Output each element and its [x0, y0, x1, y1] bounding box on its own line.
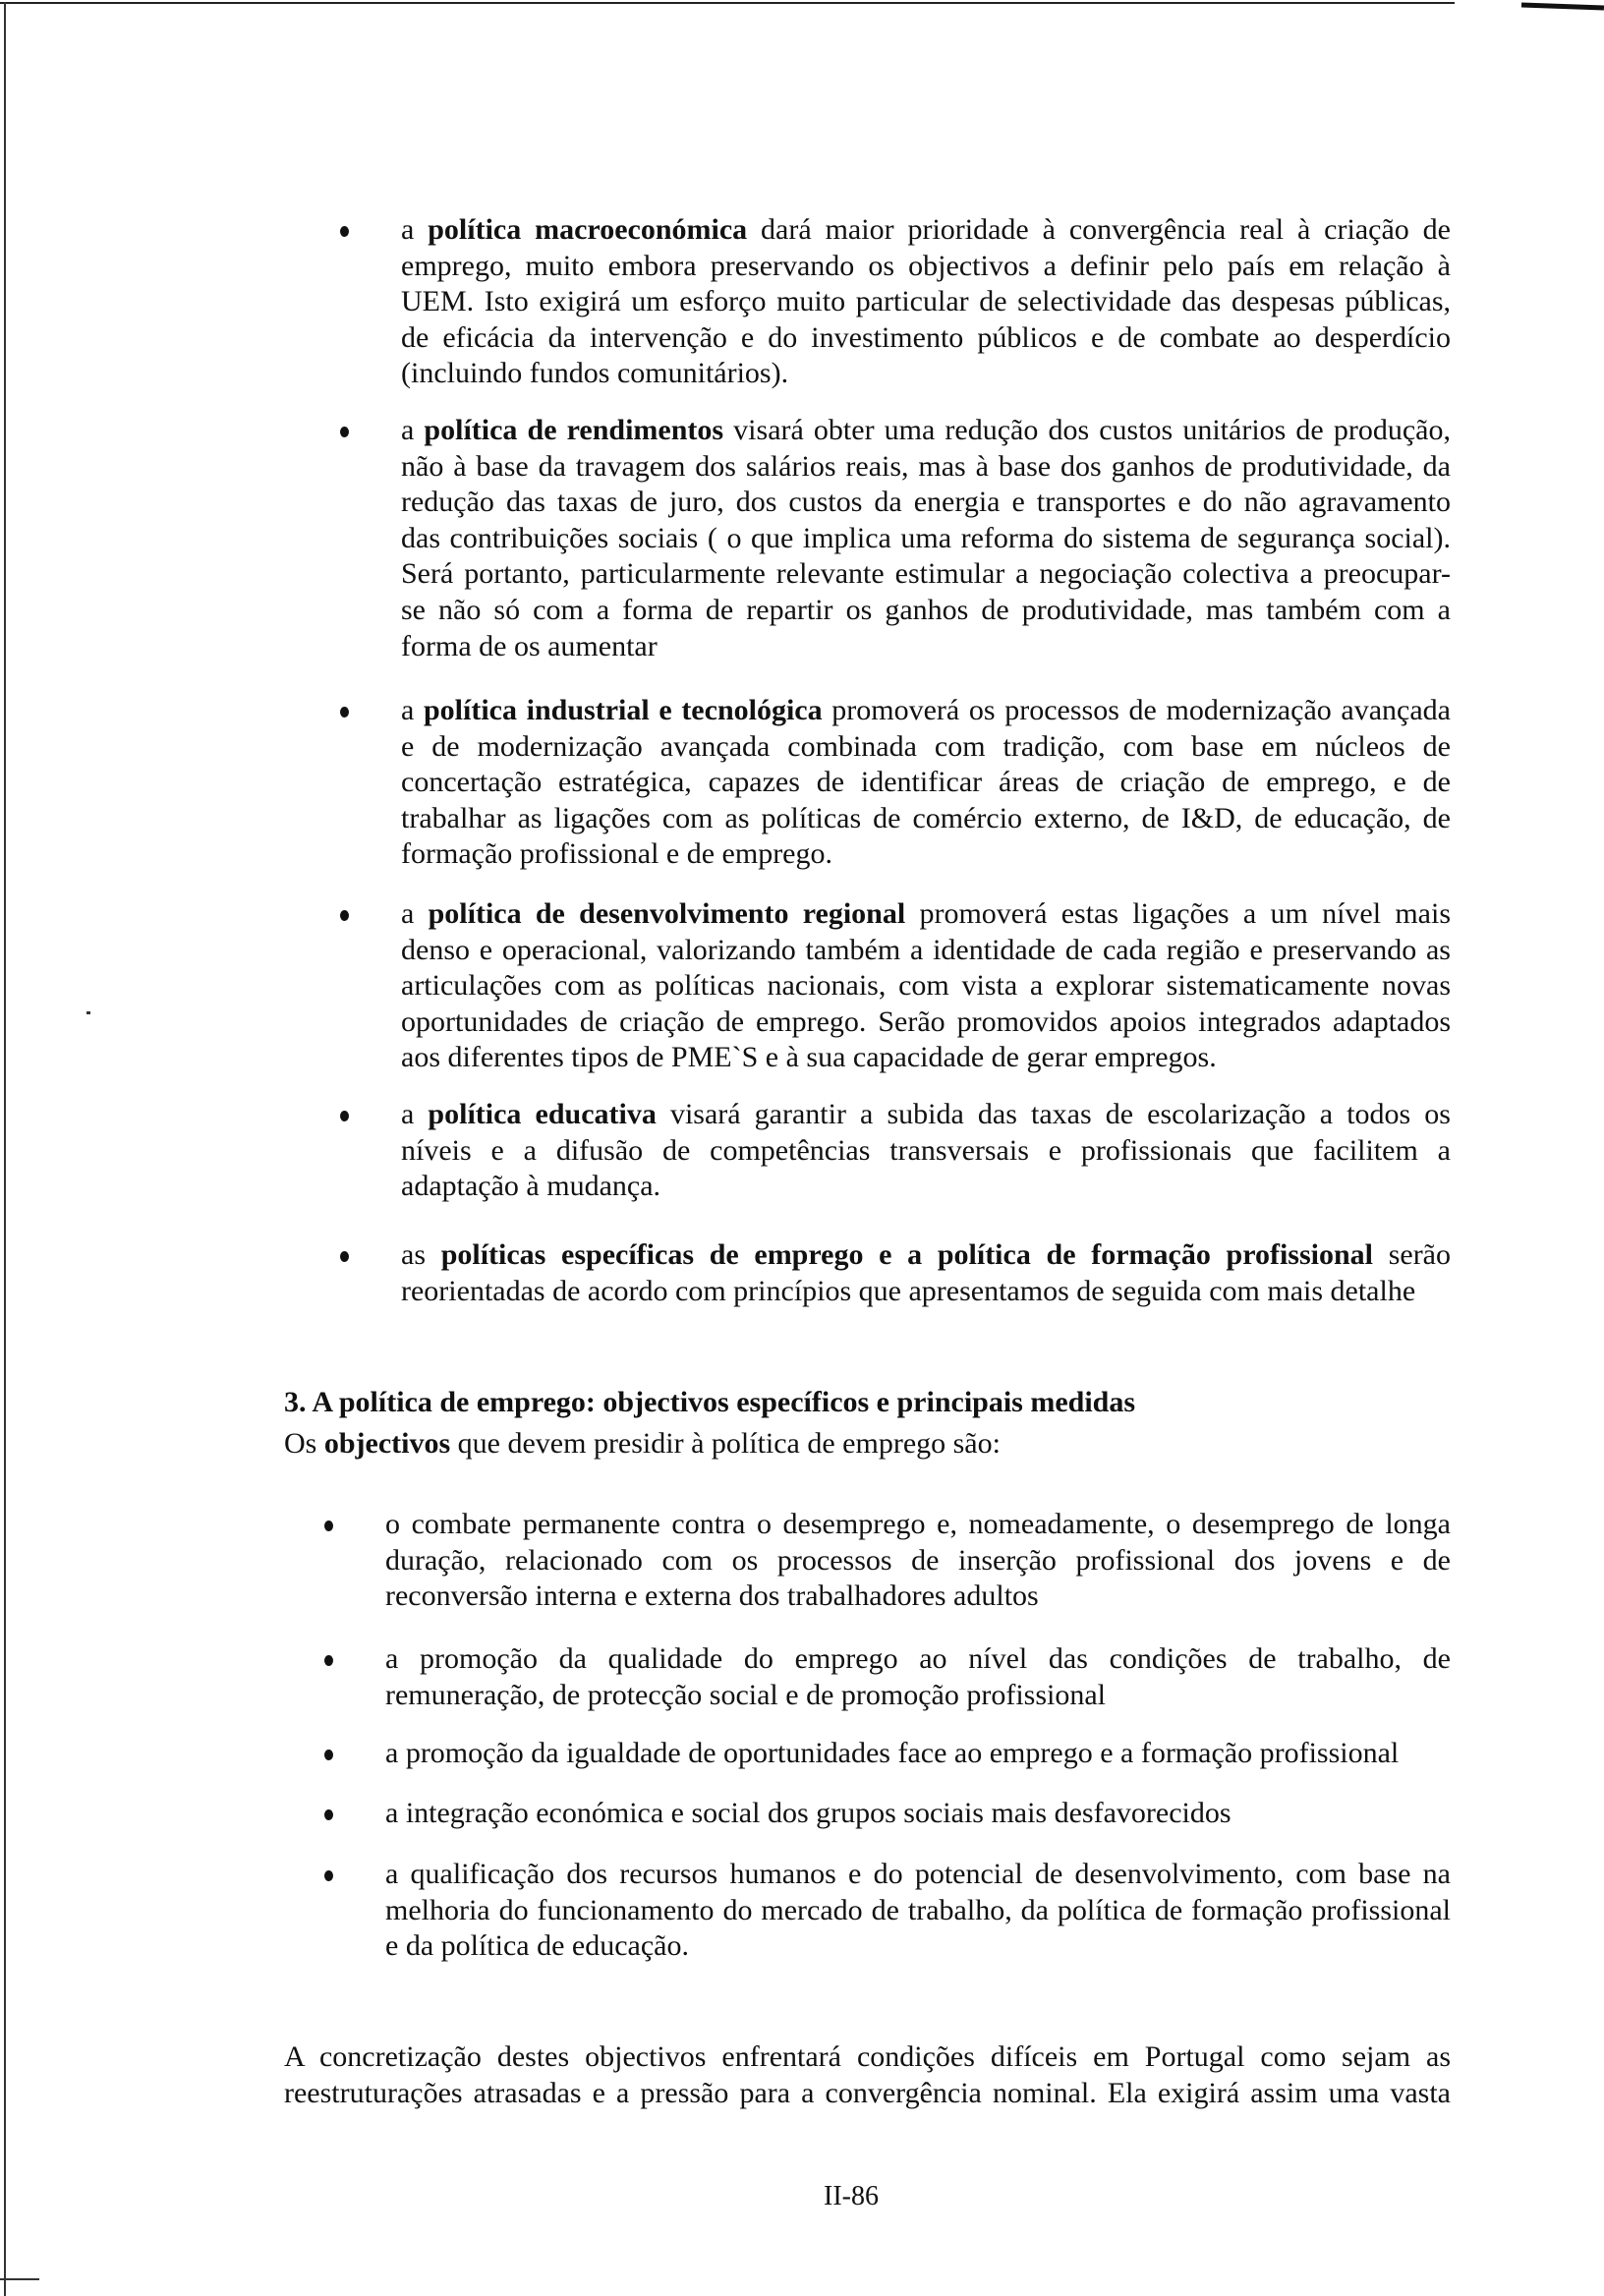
list-item-line: de eficácia da intervenção e do investimento públicos e de combate ao desperdício [401, 320, 1451, 354]
intro-bold: objectivos [323, 1427, 451, 1460]
objective-line: reconversão interna e externa dos trabalhadores adultos [385, 1579, 1039, 1613]
bullet-icon [324, 1521, 333, 1531]
list-item-line: forma de os aumentar [401, 629, 658, 662]
lead-text: as [401, 1238, 441, 1271]
list-item-line: UEM. Isto exigirá um esforço muito particular de selectividade das despesas públicas, [401, 285, 1451, 318]
list-item-line: trabalhar as ligações com as políticas de comércio externo, de I&D, de educação, de [401, 801, 1451, 834]
list-item-line: emprego, muito embora preservando os objectivos a definir pelo país em relação à [401, 249, 1451, 282]
objective-item [385, 1796, 1451, 1832]
list-item-line: articulações com as políticas nacionais, com vista a explorar sistematicamente novas [401, 969, 1451, 1003]
list-item [401, 413, 1451, 664]
list-item-line: das contribuições sociais ( o que implica uma reforma do sistema de segurança social). [401, 521, 1451, 554]
bullet-icon [340, 226, 349, 237]
objective-item [385, 1641, 1451, 1713]
objective-line: a promoção da igualdade de oportunidades face ao emprego e a formação profissional [385, 1737, 1400, 1769]
bullet-icon [340, 707, 349, 718]
list-item-line: oportunidades de criação de emprego. Serão promovidos apoios integrados adaptados [401, 1004, 1451, 1038]
closing-paragraph [284, 2039, 1451, 2111]
bold-term: política educativa [428, 1098, 657, 1130]
bold-term: política industrial e tecnológica [423, 694, 823, 726]
objective-item [385, 1736, 1451, 1772]
list-item-line: não à base da travagem dos salários reais, mas à base dos ganhos de produtividade, da [401, 449, 1451, 483]
paragraph-line: A concretização destes objectivos enfrentará condições difíceis em Portugal como sejam as [284, 2040, 1451, 2073]
objective-item [385, 1507, 1451, 1615]
lead-text: a [401, 213, 429, 246]
lead-text: a [401, 414, 425, 446]
objective-line: e da política de educação. [385, 1929, 689, 1963]
list-item-line: níveis e a difusão de competências transversais e profissionais que facilitem a [401, 1133, 1451, 1167]
list-item-line: e de modernização avançada combinada com tradição, com base em núcleos de [401, 729, 1451, 763]
bullet-icon [340, 910, 349, 921]
intro-pre: Os [284, 1427, 324, 1460]
objective-item [385, 1857, 1451, 1965]
list-item-line: reorientadas de acordo com princípios que apresentamos de seguida com mais detalhe [401, 1274, 1416, 1307]
list-item-line [401, 212, 1451, 249]
bullet-icon [324, 1870, 333, 1881]
bold-term: política de desenvolvimento regional [428, 897, 906, 930]
list-item-line [401, 413, 1451, 449]
bullet-icon [324, 1655, 333, 1666]
lead-text: a [401, 897, 429, 930]
intro-text [284, 1426, 1001, 1463]
objective-line: a promoção da qualidade do emprego ao nível das condições de trabalho, de [385, 1642, 1451, 1675]
list-item-line [401, 693, 1451, 729]
bullet-icon [340, 1111, 349, 1121]
list-item-line [401, 1097, 1451, 1133]
list-item-line: adaptação à mudança. [401, 1170, 661, 1203]
paragraph-line: reestruturações atrasadas e a pressão para a convergência nominal. Ela exigirá assim uma vasta [284, 2076, 1451, 2109]
objective-line: a integração económica e social dos grupos sociais mais desfavorecidos [385, 1797, 1232, 1829]
list-item-line: redução das taxas de juro, dos custos da energia e transportes e do não agravamento [401, 486, 1451, 519]
objective-line: duração, relacionado com os processos de inserção profissional dos jovens e de [385, 1543, 1451, 1577]
body-text: promoverá os processos de modernização avançada [822, 694, 1451, 726]
bold-term: políticas específicas de emprego e a política de formação profissional [440, 1238, 1374, 1271]
list-item [401, 1237, 1451, 1309]
list-item-line: se não só com a forma de repartir os ganhos de produtividade, mas também com a [401, 593, 1451, 626]
list-item-line [401, 1237, 1451, 1274]
objective-line: remuneração, de protecção social e de promoção profissional [385, 1678, 1107, 1711]
list-item [401, 212, 1451, 392]
page-number: II-86 [824, 2181, 879, 2211]
list-item-line: denso e operacional, valorizando também a identidade de cada região e preservando as [401, 933, 1451, 966]
list-item-line: (incluindo fundos comunitários). [401, 357, 789, 390]
bold-term: política macroeconómica [428, 213, 748, 246]
list-item [401, 896, 1451, 1076]
body-text: visará obter uma redução dos custos unitários de produção, [723, 414, 1451, 446]
scan-edge-top [0, 2, 1455, 4]
list-item-line: formação profissional e de emprego. [401, 837, 832, 871]
objective-line: o combate permanente contra o desemprego e, nomeadamente, o desemprego de longa [385, 1508, 1451, 1540]
bullet-icon [324, 1809, 333, 1820]
list-item [401, 1097, 1451, 1205]
bold-term: política de rendimentos [424, 414, 724, 446]
list-item-line: Será portanto, particularmente relevante estimular a negociação colectiva a preocupar- [401, 557, 1451, 591]
body-text: visará garantir a subida das taxas de escolarização a todos os [656, 1098, 1451, 1130]
body-text: promoverá estas ligações a um nível mais [905, 897, 1451, 930]
list-item-line [401, 896, 1451, 933]
scan-edge-mark [0, 2278, 39, 2280]
bullet-icon [324, 1750, 333, 1760]
intro-rest: que devem presidir à política de emprego são: [450, 1427, 1001, 1460]
list-item [401, 693, 1451, 873]
scan-edge-left [4, 2, 6, 2296]
scan-speck [86, 1011, 90, 1014]
list-item-line: concertação estratégica, capazes de identificar áreas de criação de emprego, e de [401, 766, 1451, 799]
bullet-icon [340, 427, 349, 437]
body-text: dará maior prioridade à convergência real à criação de [747, 213, 1451, 246]
section-heading: 3. A política de emprego: objectivos específicos e principais medidas [284, 1386, 1136, 1418]
objective-line: a qualificação dos recursos humanos e do potencial de desenvolvimento, com base na [385, 1858, 1451, 1890]
bullet-icon [340, 1251, 349, 1262]
list-item-line: aos diferentes tipos de PME`S e à sua capacidade de gerar empregos. [401, 1041, 1217, 1074]
objective-line: melhoria do funcionamento do mercado de trabalho, da política de formação profissional [385, 1893, 1451, 1926]
scan-edge-mark [1521, 3, 1604, 11]
lead-text: a [401, 1098, 429, 1130]
body-text: serão [1373, 1238, 1452, 1271]
lead-text: a [401, 694, 424, 726]
